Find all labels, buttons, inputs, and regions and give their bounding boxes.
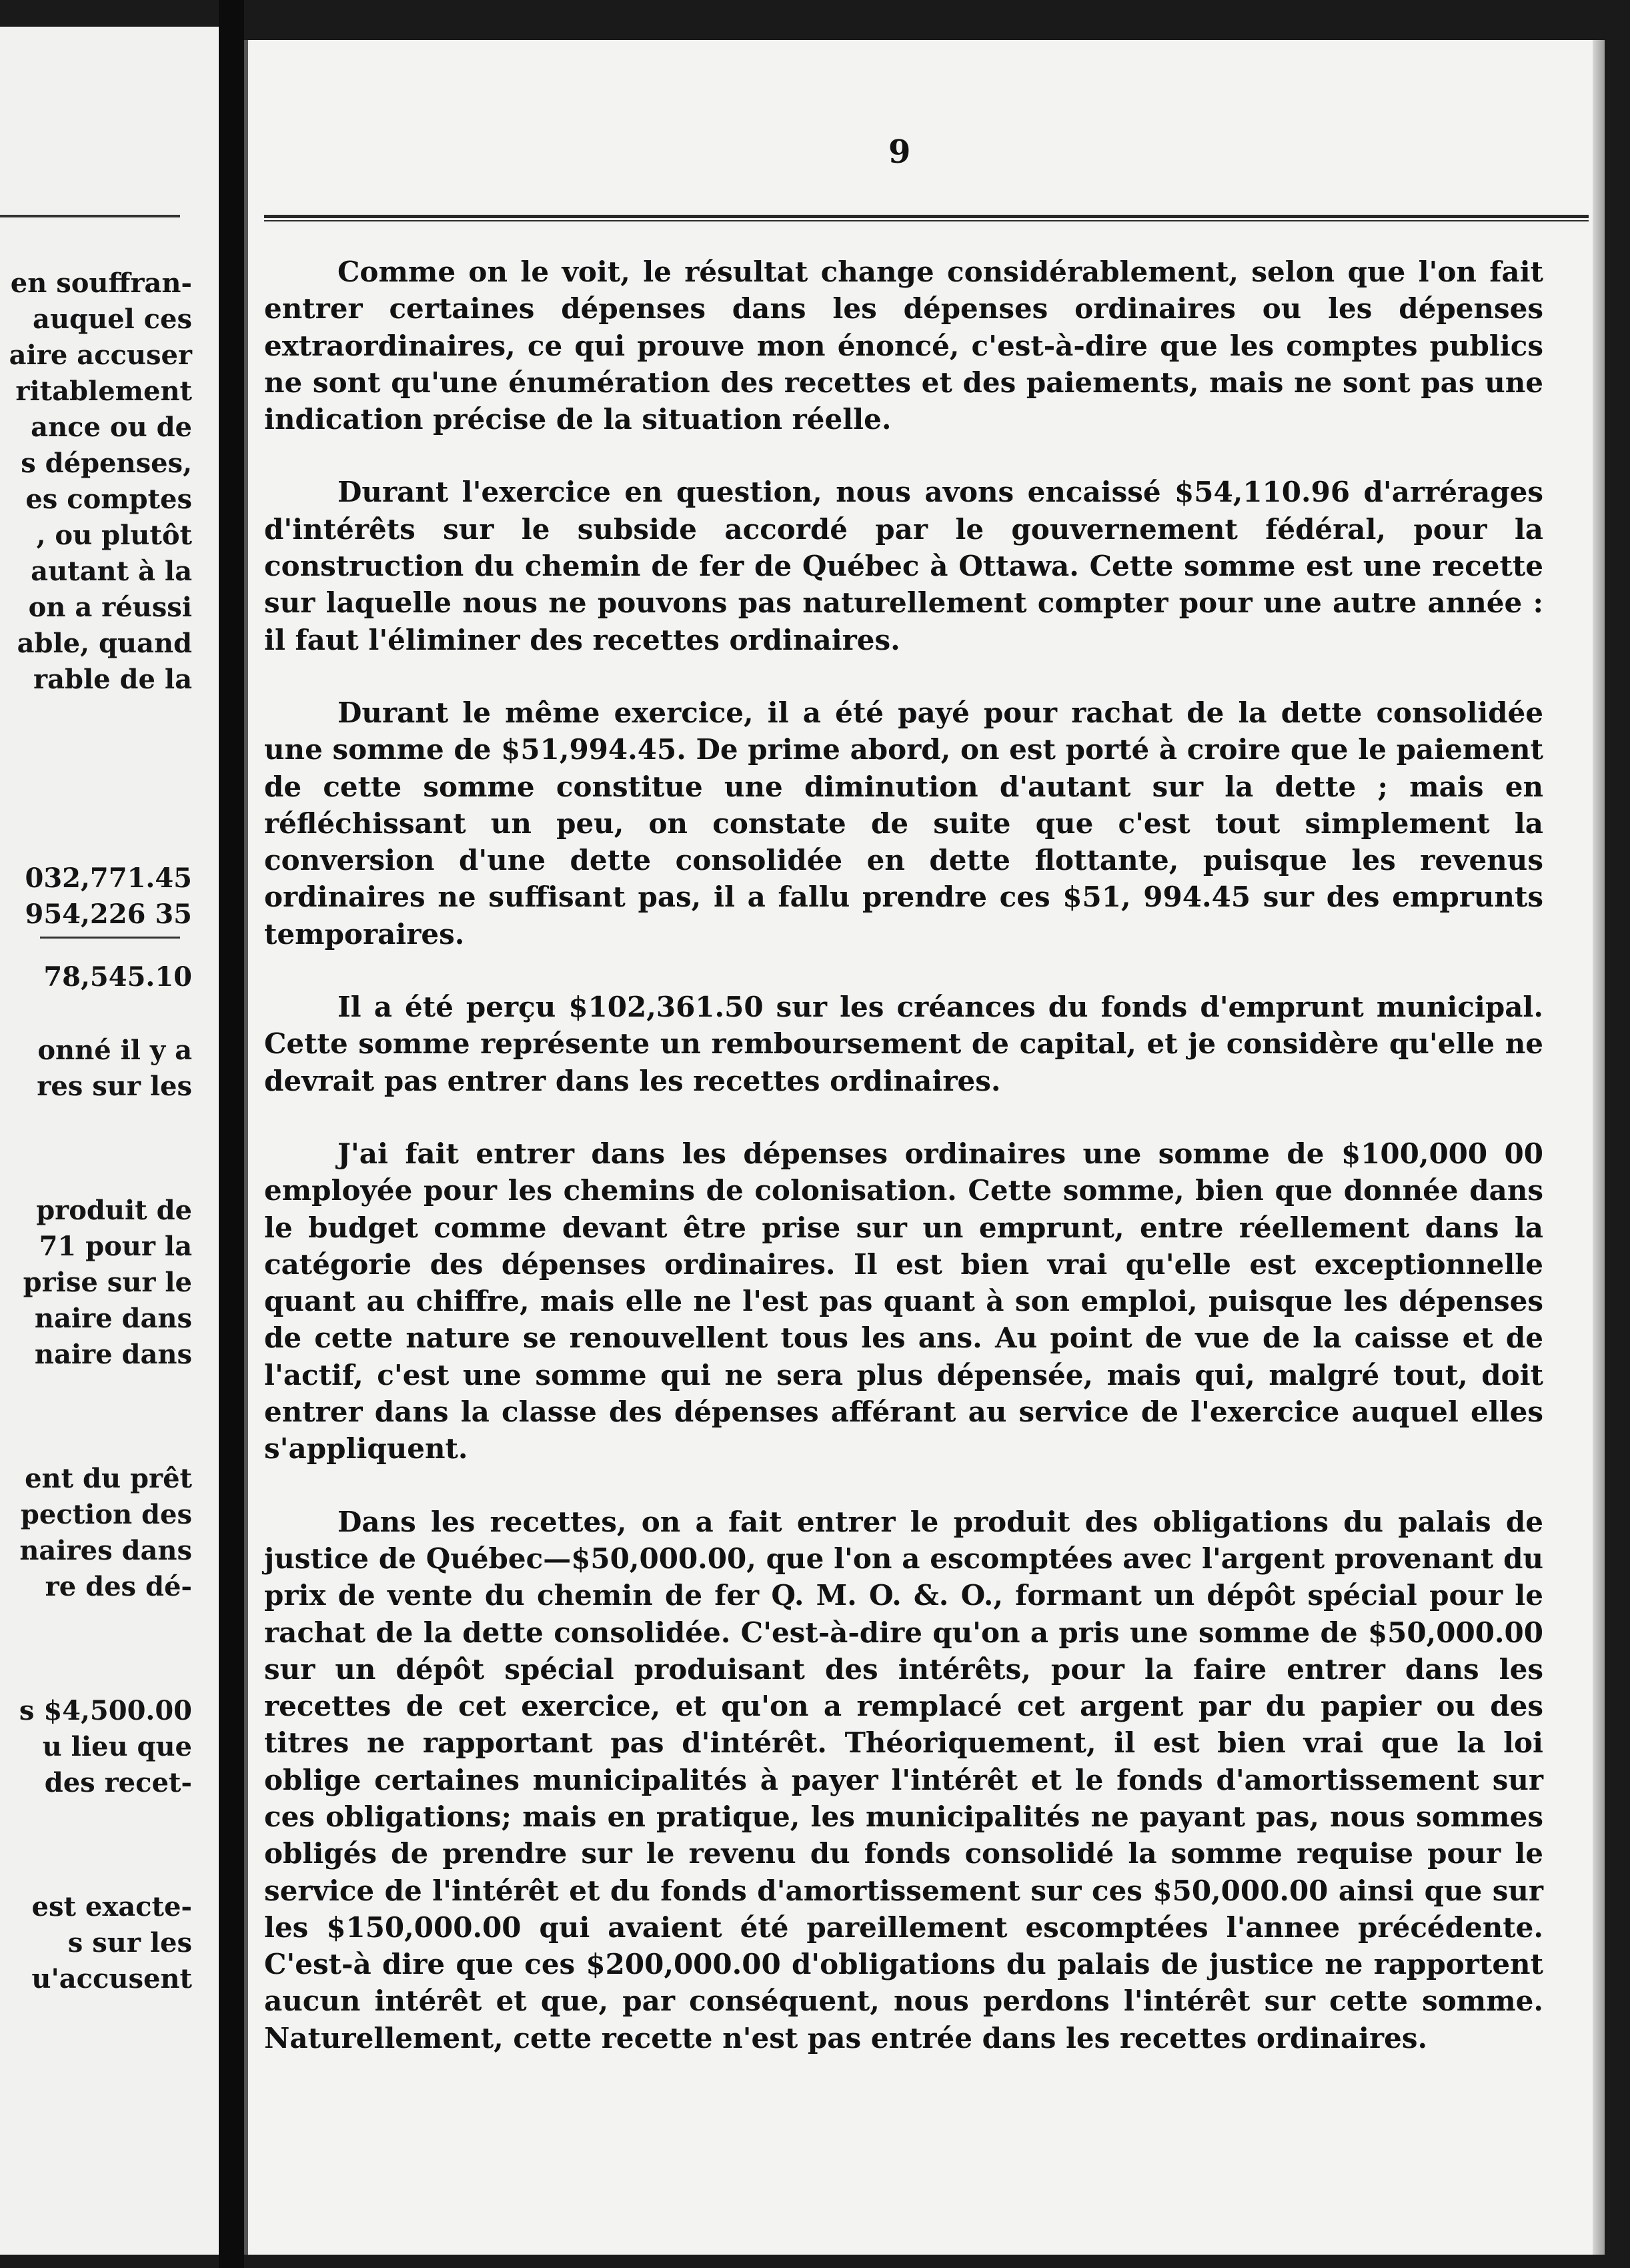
left-line: ritablement (15, 376, 192, 407)
left-line: naire dans (34, 1303, 192, 1334)
paragraph: Comme on le voit, le résultat change considérablement, selon que l'on fait entrer certaines dépenses dans les dépenses ordinaires ou les dépenses extraordinaires, ce qui prouve mon énoncé, c'est-à-dire que les comptes publics ne sont qu'une énumération des recettes et des paiements, mais ne sont pas une indication précise de la situation réelle. (264, 255, 1543, 436)
left-line: es comptes (25, 484, 192, 515)
left-line: naire dans (34, 1339, 192, 1370)
left-line: des recet- (44, 1767, 192, 1798)
paragraph: Durant le même exercice, il a été payé pour rachat de la dette consolidée une somme de $51,994.45. De prime abord, on est porté à croire que le paiement de cette somme constitue une diminution d'autant sur la dette ; mais en réfléchissant un peu, on constate de suite que c'est tout simplement la conversion d'une dette consolidée en dette flottante, puisque les revenus ordinaires ne suffisant pas, il a fallu prendre ces $51, 994.45 sur des emprunts temporaires. (264, 696, 1543, 951)
left-line: able, quand (17, 628, 192, 659)
left-line: s dépenses, (21, 448, 192, 479)
left-line: s $4,500.00 (19, 1695, 192, 1726)
left-line: ance ou de (31, 412, 192, 443)
left-line: ent du prêt (25, 1463, 192, 1494)
left-line: 71 pour la (39, 1231, 192, 1262)
paragraph: Durant l'exercice en question, nous avons encaissé $54,110.96 d'arrérages d'intérêts sur le subside accordé par le gouvernement fédéral, pour la construction du chemin de fer de Québec à Ottawa. Cette somme est une recette sur laquelle nous ne pouvons pas naturellement compter pour une autre année : il faut l'éliminer des recettes ordinaires. (264, 476, 1543, 656)
left-line: , ou plutôt (36, 520, 192, 551)
left-line: re des dé- (45, 1571, 192, 1602)
paragraph: J'ai fait entrer dans les dépenses ordinaires une somme de $100,000 00 employée pour les chemins de colonisation. Cette somme, bien que donnée dans le budget comme devant être prise sur un emprunt, entre réellement dans la catégorie des dépenses ordinaires. Il est bien vrai qu'elle est exceptionnelle quant au chiffre, mais elle ne l'est pas quant à son emploi, puisque les dépenses de cette nature se renouvellent tous les ans. Au point de vue de la caisse et de l'actif, c'est une somme qui ne sera plus dépensée, mais qui, malgré tout, doit entrer dans la classe des dépenses afférant au service de l'exercice auquel elles s'appliquent. (264, 1137, 1543, 1466)
paragraph: Dans les recettes, on a fait entrer le produit des obligations du palais de justice de Québec—$50,000.00, que l'on a escomptées avec l'argent provenant du prix de vente du chemin de fer Q. M. O. &. O., formant un dépôt spécial pour le rachat de la dette consolidée. C'est-à-dire qu'on a pris une somme de $50,000.00 sur un dépôt spécial produisant des intérêts, pour la faire entrer dans les recettes de cet exercice, et qu'on a remplacé cet argent par du papier ou des titres ne rapportant pas d'intérêt. Théoriquement, il est bien vrai que la loi oblige certaines municipalités à payer l'intérêt et le fonds d'amortissement sur ces obligations; mais en pratique, les municipalités ne payant pas, nous sommes obligés de prendre sur le revenu du fonds consolidé la somme requise pour le service de l'intérêt et du fonds d'amortissement sur ces $50,000.00 ainsi que sur les $150,000.00 qui avaient été pareillement escomptées l'annee précédente. C'est-à dire que ces $200,000.00 d'obligations du palais de justice ne rapportent aucun intérêt et que, par conséquent, nous perdons l'intérêt sur cette somme. Naturellement, cette recette n'est pas entrée dans les recettes ordinaires. (264, 1505, 1543, 2055)
left-line: pection des (20, 1499, 192, 1530)
paragraph: Il a été perçu $102,361.50 sur les créances du fonds d'emprunt municipal. Cette somme représente un remboursement de capital, et je considère qu'elle ne devrait pas entrer dans les recettes ordinaires. (264, 991, 1543, 1097)
page-number: 9 (888, 133, 911, 171)
left-line: onné il y a (37, 1035, 192, 1066)
left-line: rable de la (33, 664, 192, 695)
left-line: res sur les (37, 1071, 192, 1102)
left-line: autant à la (31, 556, 192, 587)
left-line: naires dans (19, 1535, 192, 1566)
left-line: u'accusent (31, 1963, 192, 1995)
main-page (244, 40, 1605, 2255)
body-text (264, 253, 1543, 2057)
left-line: produit de (36, 1195, 192, 1226)
left-sum-rule (40, 937, 180, 939)
book-gutter (219, 0, 244, 2268)
left-line: on a réussi (28, 592, 192, 623)
left-page-fragment (0, 27, 219, 2255)
left-line: aire accuser (9, 340, 192, 371)
left-line: u lieu que (42, 1731, 192, 1762)
header-rule (264, 215, 1589, 221)
page-edge (1593, 40, 1605, 2255)
left-line: auquel ces (33, 304, 192, 335)
left-total: 78,545.10 (43, 961, 192, 993)
left-line: en souffran- (10, 267, 192, 299)
left-line: s sur les (67, 1927, 192, 1958)
left-figure: 032,771.45 (25, 863, 192, 894)
left-header-rule (0, 215, 180, 217)
left-line: prise sur le (23, 1267, 192, 1298)
left-line: est exacte- (31, 1891, 192, 1922)
left-figure: 954,226 35 (25, 899, 192, 930)
